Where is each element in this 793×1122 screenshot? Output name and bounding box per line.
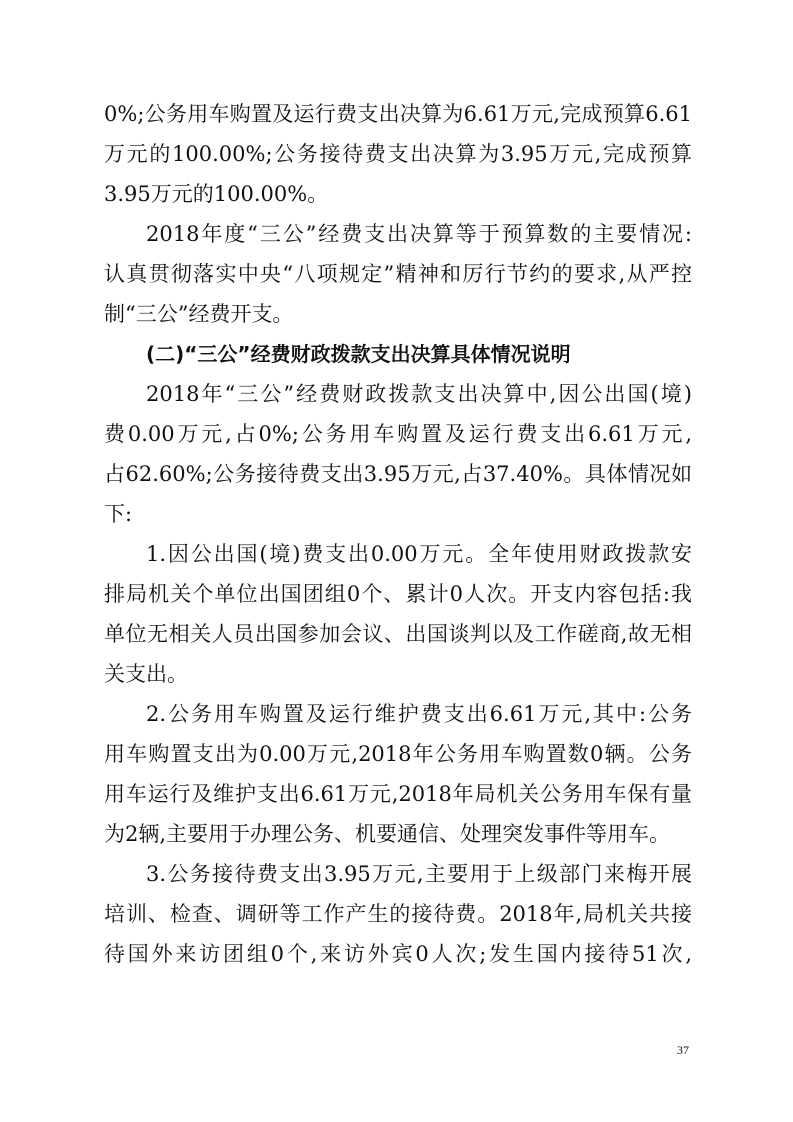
text-line: 2018年“三公”经费财政拨款支出决算中,因公出国(境) [146, 382, 692, 406]
text-line: 3.95万元的100.00%。 [104, 182, 329, 206]
text-line: 万元的100.00%;公务接待费支出决算为3.95万元,完成预算 [104, 142, 692, 166]
text-line: 2018年度“三公”经费支出决算等于预算数的主要情况: [146, 222, 692, 246]
text-line: 关支出。 [104, 662, 188, 686]
text-line: 费0.00万元,占0%;公务用车购置及运行费支出6.61万元, [104, 422, 692, 446]
text-line: 认真贯彻落实中央“八项规定”精神和厉行节约的要求,从严控 [104, 262, 692, 286]
text-line: 用车购置支出为0.00万元,2018年公务用车购置数0辆。公务 [104, 742, 692, 766]
text-line: 用车运行及维护支出6.61万元,2018年局机关公务用车保有量 [104, 782, 692, 806]
text-line: 培训、检查、调研等工作产生的接待费。2018年,局机关共接 [104, 902, 692, 926]
text-line: 2.公务用车购置及运行维护费支出6.61万元,其中:公务 [146, 702, 692, 726]
text-line: 1.因公出国(境)费支出0.00万元。全年使用财政拨款安 [146, 542, 692, 566]
text-line: 3.公务接待费支出3.95万元,主要用于上级部门来梅开展 [146, 862, 692, 886]
text-line: 待国外来访团组0个,来访外宾0人次;发生国内接待51次, [104, 942, 692, 966]
text-line: 下: [104, 502, 133, 526]
section-heading: (二)“三公”经费财政拨款支出决算具体情况说明 [146, 342, 571, 366]
text-line: 制“三公”经费开支。 [104, 302, 294, 326]
text-line: 占62.60%;公务接待费支出3.95万元,占37.40%。具体情况如 [104, 462, 692, 486]
text-line: 排局机关个单位出国团组0个、累计0人次。开支内容包括:我 [104, 582, 692, 606]
text-line: 单位无相关人员出国参加会议、出国谈判以及工作磋商,故无相 [104, 622, 692, 646]
page-number: 37 [677, 1043, 689, 1057]
document-body [104, 94, 692, 974]
text-line: 为2辆,主要用于办理公务、机要通信、处理突发事件等用车。 [104, 822, 671, 846]
text-line: 0%;公务用车购置及运行费支出决算为6.61万元,完成预算6.61 [104, 102, 692, 126]
